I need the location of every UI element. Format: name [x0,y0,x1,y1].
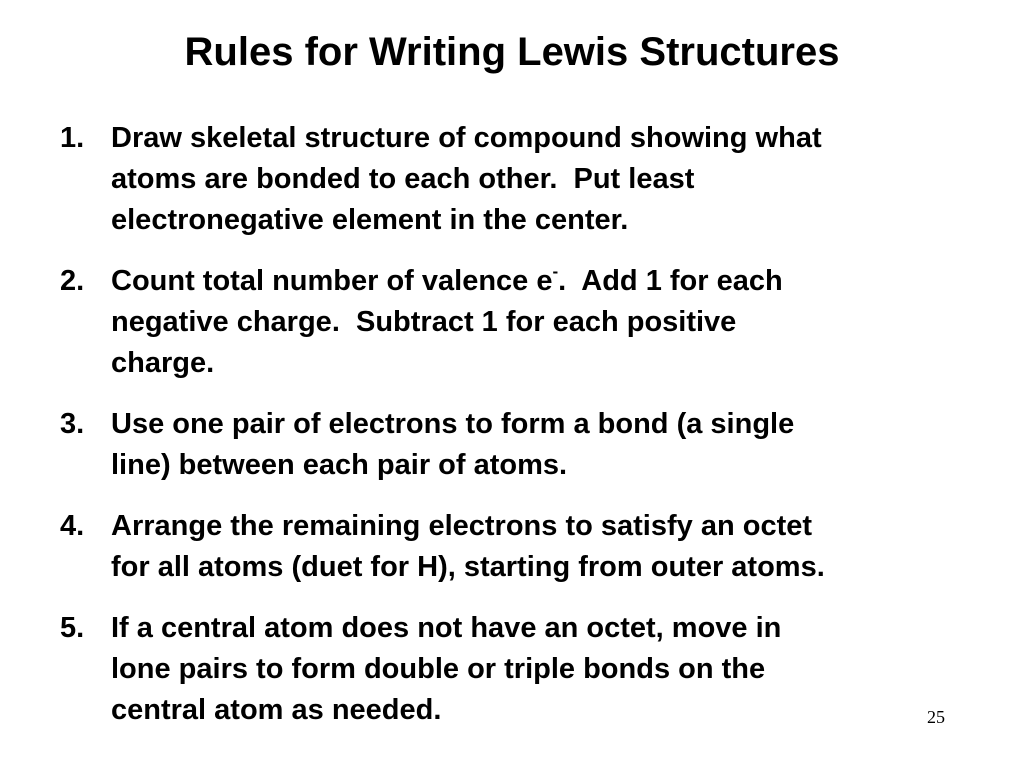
rule-text [111,404,960,486]
rule-line: electronegative element in the center. [111,204,629,236]
rule-text [111,506,960,588]
rule-line: charge. [111,347,215,379]
rule-item-2 [60,261,960,384]
rule-number: 3. [60,408,85,440]
rule-item-5 [60,608,960,731]
rule-line: Draw skeletal structure of compound showing what [111,122,822,154]
rule-line: negative charge. Subtract 1 for each positive [111,306,737,338]
slide-title: Rules for Writing Lewis Structures [184,30,840,74]
rule-item-3 [60,404,960,486]
rule-line: atoms are bonded to each other. Put least [111,163,695,195]
rule-item-1 [60,118,960,241]
rule-line: lone pairs to form double or triple bonds on the [111,653,766,685]
page-number: 25 [927,707,945,727]
rule-item-4 [60,506,960,588]
rule-text [111,118,960,241]
rule-number: 4. [60,510,85,542]
rule-number: 5. [60,612,85,644]
rules-list [60,118,960,751]
rule-line: central atom as needed. [111,694,442,726]
electron-charge-superscript: - [552,262,559,282]
rule-line: for all atoms (duet for H), starting from outer atoms. [111,551,825,583]
rule-line: If a central atom does not have an octet, move in [111,612,782,644]
rule-text [111,608,960,731]
rule-line-start: Count total number of valence e [111,265,553,297]
rule-line: line) between each pair of atoms. [111,449,568,481]
rule-line-end: . Add 1 for each [558,265,783,297]
rule-number: 2. [60,265,85,297]
rule-text [111,261,960,384]
rule-number: 1. [60,122,85,154]
rule-line: Arrange the remaining electrons to satisfy an octet [111,510,813,542]
rule-line: Use one pair of electrons to form a bond (a single [111,408,795,440]
